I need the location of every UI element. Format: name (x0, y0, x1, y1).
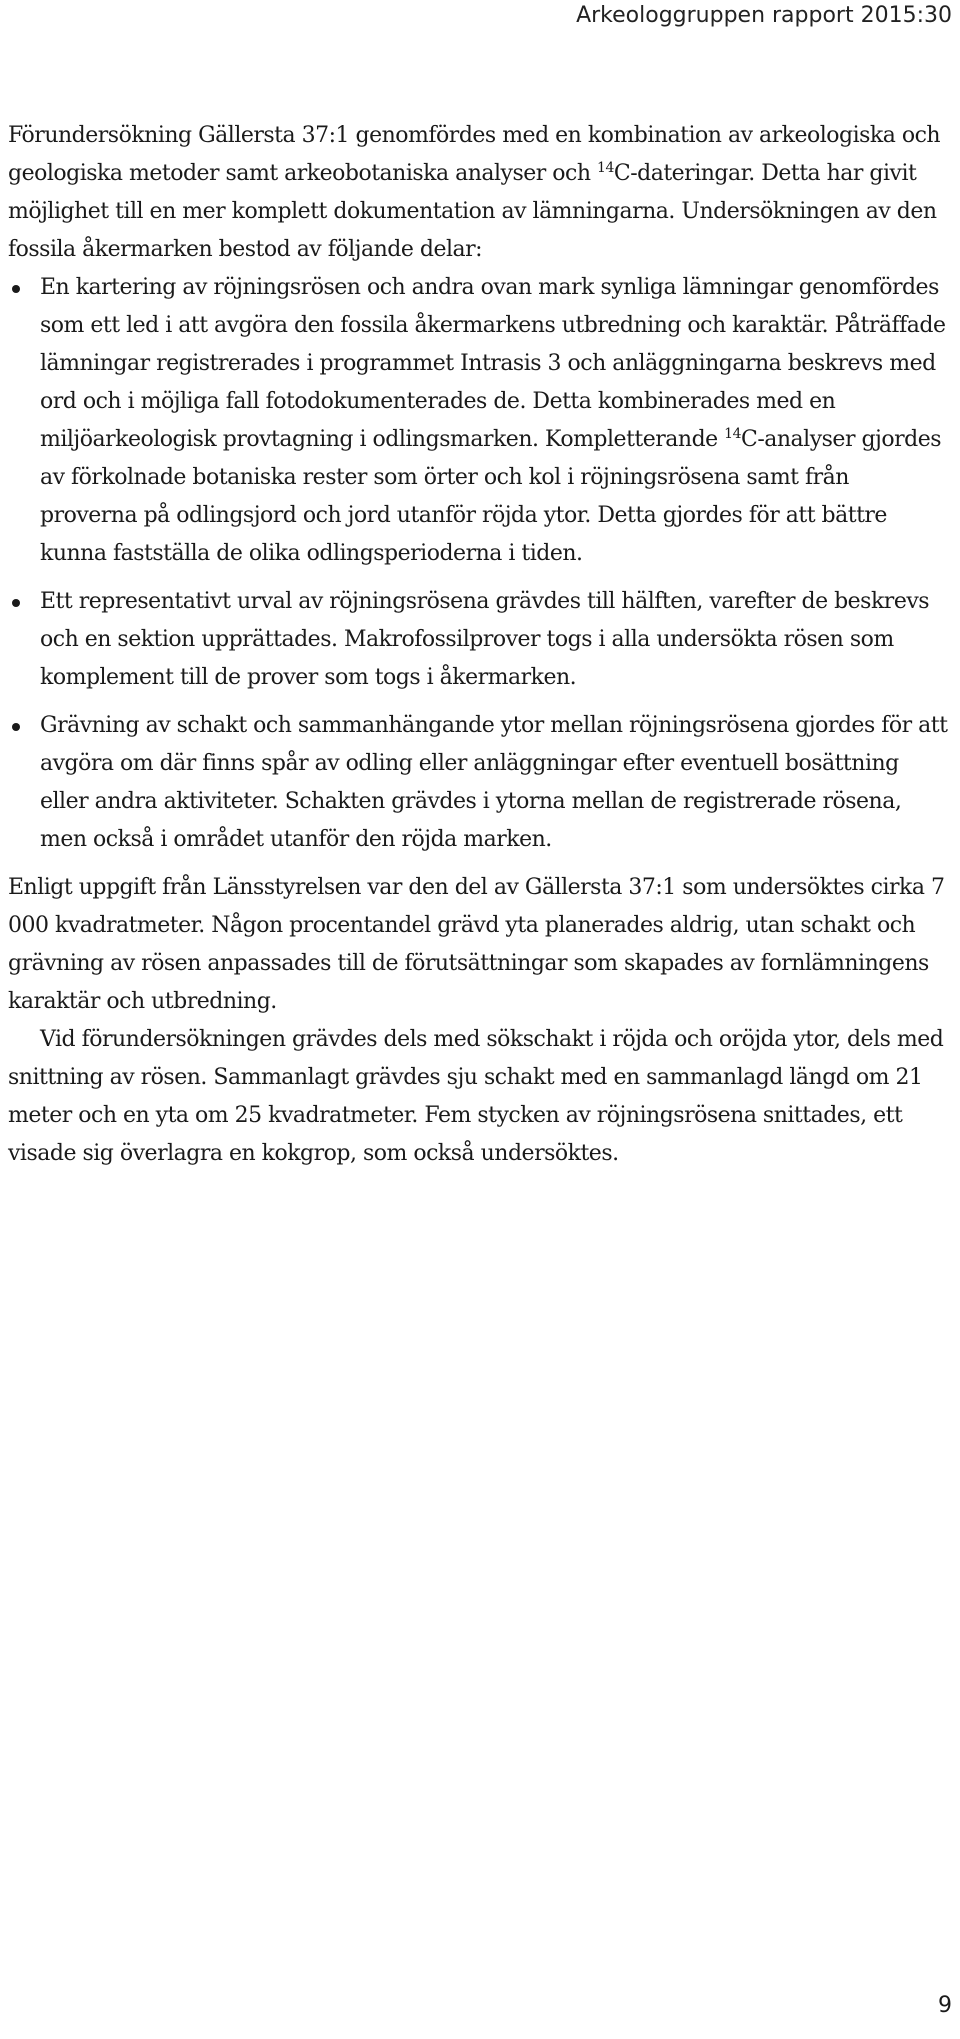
list-item (8, 269, 952, 573)
method-list (8, 269, 952, 859)
bullet-2-text: Ett representativt urval av röjningsrösena grävdes till hälften, varefter de beskrevs och en sektion upprättades. Makrofossilprover togs i alla undersökta rösen som komplement till de prover som togs i åkermarken. (40, 589, 930, 690)
list-item (8, 583, 952, 697)
bullet-icon (12, 285, 20, 293)
intro-text-part1: Förundersökning Gällersta 37:1 genomfördes med en kombination av arkeologiska och geologiska metoder samt arkeobotaniska analyser och (8, 123, 941, 186)
bullet-icon (12, 723, 20, 731)
report-body (8, 117, 952, 1173)
bullet-1-superscript: 14 (724, 426, 741, 442)
intro-superscript: 14 (597, 160, 614, 176)
body-paragraph: Enligt uppgift från Länsstyrelsen var den del av Gällersta 37:1 som undersöktes cirka 7 000 kvadratmeter. Någon procentandel grävd yta planerades aldrig, utan schakt och grävning av rösen anpassades till de förutsättningar som skapades av fornlämningens karaktär och utbredning. (8, 875, 945, 1014)
body-paragraph: Vid förundersökningen grävdes dels med sökschakt i röjda och oröjda ytor, dels med snittning av rösen. Sammanlagt grävdes sju schakt med en sammanlagd längd om 21 meter och en yta om 25 kvadratmeter. Fem stycken av röjningsrösena snittades, ett visade sig överlagra en kokgrop, som också undersöktes. (8, 1027, 944, 1166)
intro-paragraph (8, 117, 952, 269)
intro-text-part2: C-dateringar. Detta har givit möjlighet till en mer komplett dokumentation av lämningarna. Undersökningen av den fossila åkermarken bestod av följande delar: (8, 161, 937, 262)
bullet-icon (12, 599, 20, 607)
bullet-1-text-part2: C-analyser gjordes av förkolnade botaniska rester som örter och kol i röjningsrösena samt från proverna på odlingsjord och jord utanför röjda ytor. Detta gjordes för att bättre kunna fastställa de olika odlingsperioderna i tiden. (40, 427, 942, 566)
bullet-3-text: Grävning av schakt och sammanhängande ytor mellan röjningsrösena gjordes för att avgöra om där finns spår av odling eller anläggningar efter eventuell bosättning eller andra aktiviteter. Schakten grävdes i ytorna mellan de registrerade rösena, men också i området utanför den röjda marken. (40, 713, 948, 852)
page-number: 9 (938, 1993, 952, 2018)
bullet-1-text-part1: En kartering av röjningsrösen och andra ovan mark synliga lämningar genomfördes som ett led i att avgöra den fossila åkermarkens utbredning och karaktär. Påträffade lämningar registrerades i programmet Intrasis 3 och anläggningarna beskrevs med ord och i möjliga fall fotodokumenterades de. Detta kombinerades med en miljöarkeologisk provtagning i odlingsmarken. Kompletterande (40, 275, 946, 452)
list-item (8, 707, 952, 859)
running-header: Arkeologgruppen rapport 2015:30 (576, 3, 952, 28)
